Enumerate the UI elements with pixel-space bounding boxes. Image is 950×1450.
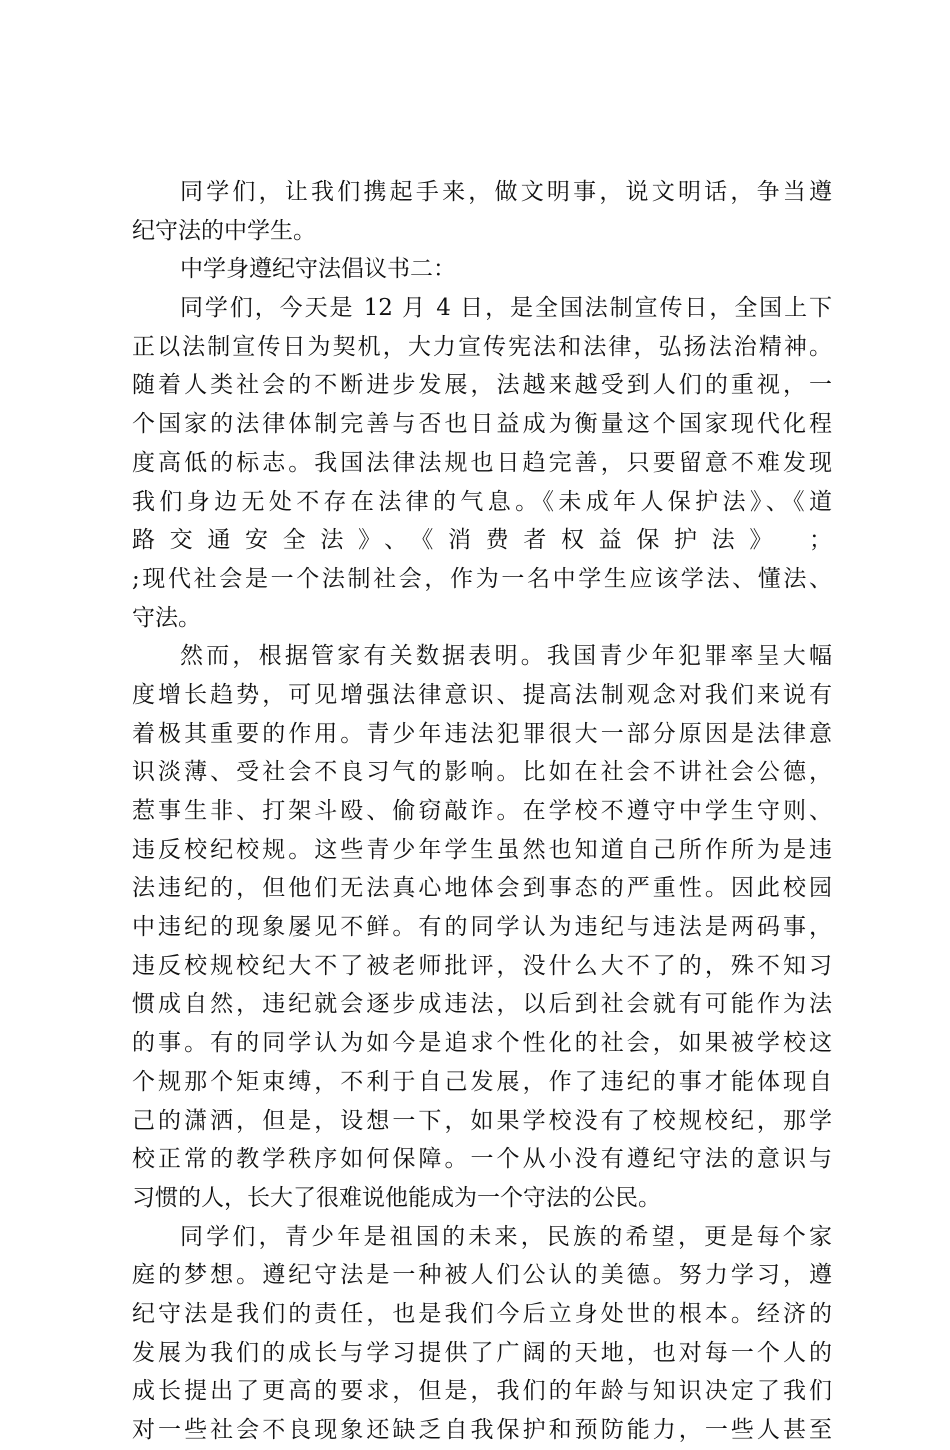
text-line: 对一些社会不良现象还缺乏自我保护和预防能力，一些人甚至: [132, 1417, 832, 1443]
text-line: 惹事生非、打架斗殴、偷窃敲诈。在学校不遵守中学生守则、: [132, 798, 832, 824]
text-line: 庭的梦想。遵纪守法是一种被人们公认的美德。努力学习，遵: [132, 1262, 832, 1289]
text-line: ;现代社会是一个法制社会，作为一名中学生应该学法、懂法、: [132, 565, 832, 592]
text-line: 纪守法是我们的责任，也是我们今后立身处世的根本。经济的: [132, 1300, 832, 1327]
text-line: 的事。有的同学认为如今是追求个性化的社会，如果被学校这: [132, 1030, 832, 1057]
text-line: 度增长趋势，可见增强法律意识、提高法制观念对我们来说有: [132, 681, 832, 708]
text-line: 己的潇洒，但是，设想一下，如果学校没有了校规校纪，那学: [132, 1107, 832, 1134]
text-line: 违反校规校纪大不了被老师批评，没什么大不了的，殊不知习: [132, 952, 832, 979]
text-line: 校正常的教学秩序如何保障。一个从小没有遵纪守法的意识与: [132, 1146, 832, 1173]
text-line: 然而，根据管家有关数据表明。我国青少年犯罪率呈大幅: [180, 643, 832, 670]
text-line: 习惯的人，长大了很难说他能成为一个守法的公民。: [132, 1184, 661, 1211]
text-line: 路交通安全法》、《消费者权益保护法》 ；: [132, 527, 832, 554]
text-line: 法违纪的，但他们无法真心地体会到事态的严重性。因此校园: [132, 875, 832, 902]
paragraph-3: [132, 289, 832, 637]
paragraph-1: [132, 173, 832, 250]
section-heading: 中学身遵纪守法倡议书二：: [180, 256, 456, 283]
document-body: [132, 173, 832, 1450]
paragraph-4: [132, 637, 832, 1217]
text-line: 个规那个矩束缚，不利于自己发展，作了违纪的事才能体现自: [132, 1068, 832, 1095]
text-line: 度高低的标志。我国法律法规也日趋完善，只要留意不难发现: [132, 449, 832, 476]
text-line: 正以法制宣传日为契机，大力宣传宪法和法律，弘扬法治精神。: [132, 333, 832, 360]
text-line: 随着人类社会的不断进步发展，法越来越受到人们的重视，一: [132, 372, 832, 399]
text-line: 识淡薄、受社会不良习气的影响。比如在社会不讲社会公德，: [132, 759, 832, 786]
text-line: 违反校纪校规。这些青少年学生虽然也知道自己所作所为是违: [132, 836, 832, 863]
text-line: 中违纪的现象屡见不鲜。有的同学认为违纪与违法是两码事，: [132, 914, 832, 941]
text-line: 惯成自然，违纪就会逐步成违法，以后到社会就有可能作为法: [132, 991, 832, 1018]
text-line: 同学们，青少年是祖国的未来，民族的希望，更是每个家: [180, 1223, 832, 1250]
text-line: 着极其重要的作用。青少年违法犯罪很大一部分原因是法律意: [132, 720, 832, 747]
text-line: 发展为我们的成长与学习提供了广阔的天地，也对每一个人的: [132, 1339, 832, 1366]
text-line: 同学们，让我们携起手来，做文明事，说文明话，争当遵: [180, 179, 832, 205]
text-line: 成长提出了更高的要求，但是，我们的年龄与知识决定了我们: [132, 1378, 832, 1405]
text-line: 守法。: [132, 604, 201, 631]
text-line: 纪守法的中学生。: [132, 217, 316, 244]
text-line: 同学们，今天是 12 月 4 日，是全国法制宣传日，全国上下: [180, 295, 832, 322]
text-line: 个国家的法律体制完善与否也日益成为衡量这个国家现代化程: [132, 411, 832, 438]
paragraph-5: [132, 1218, 832, 1450]
paragraph-2-heading: [132, 250, 832, 289]
text-line: 我们身边无处不存在法律的气息。《未成年人保护法》、《道: [132, 488, 832, 515]
